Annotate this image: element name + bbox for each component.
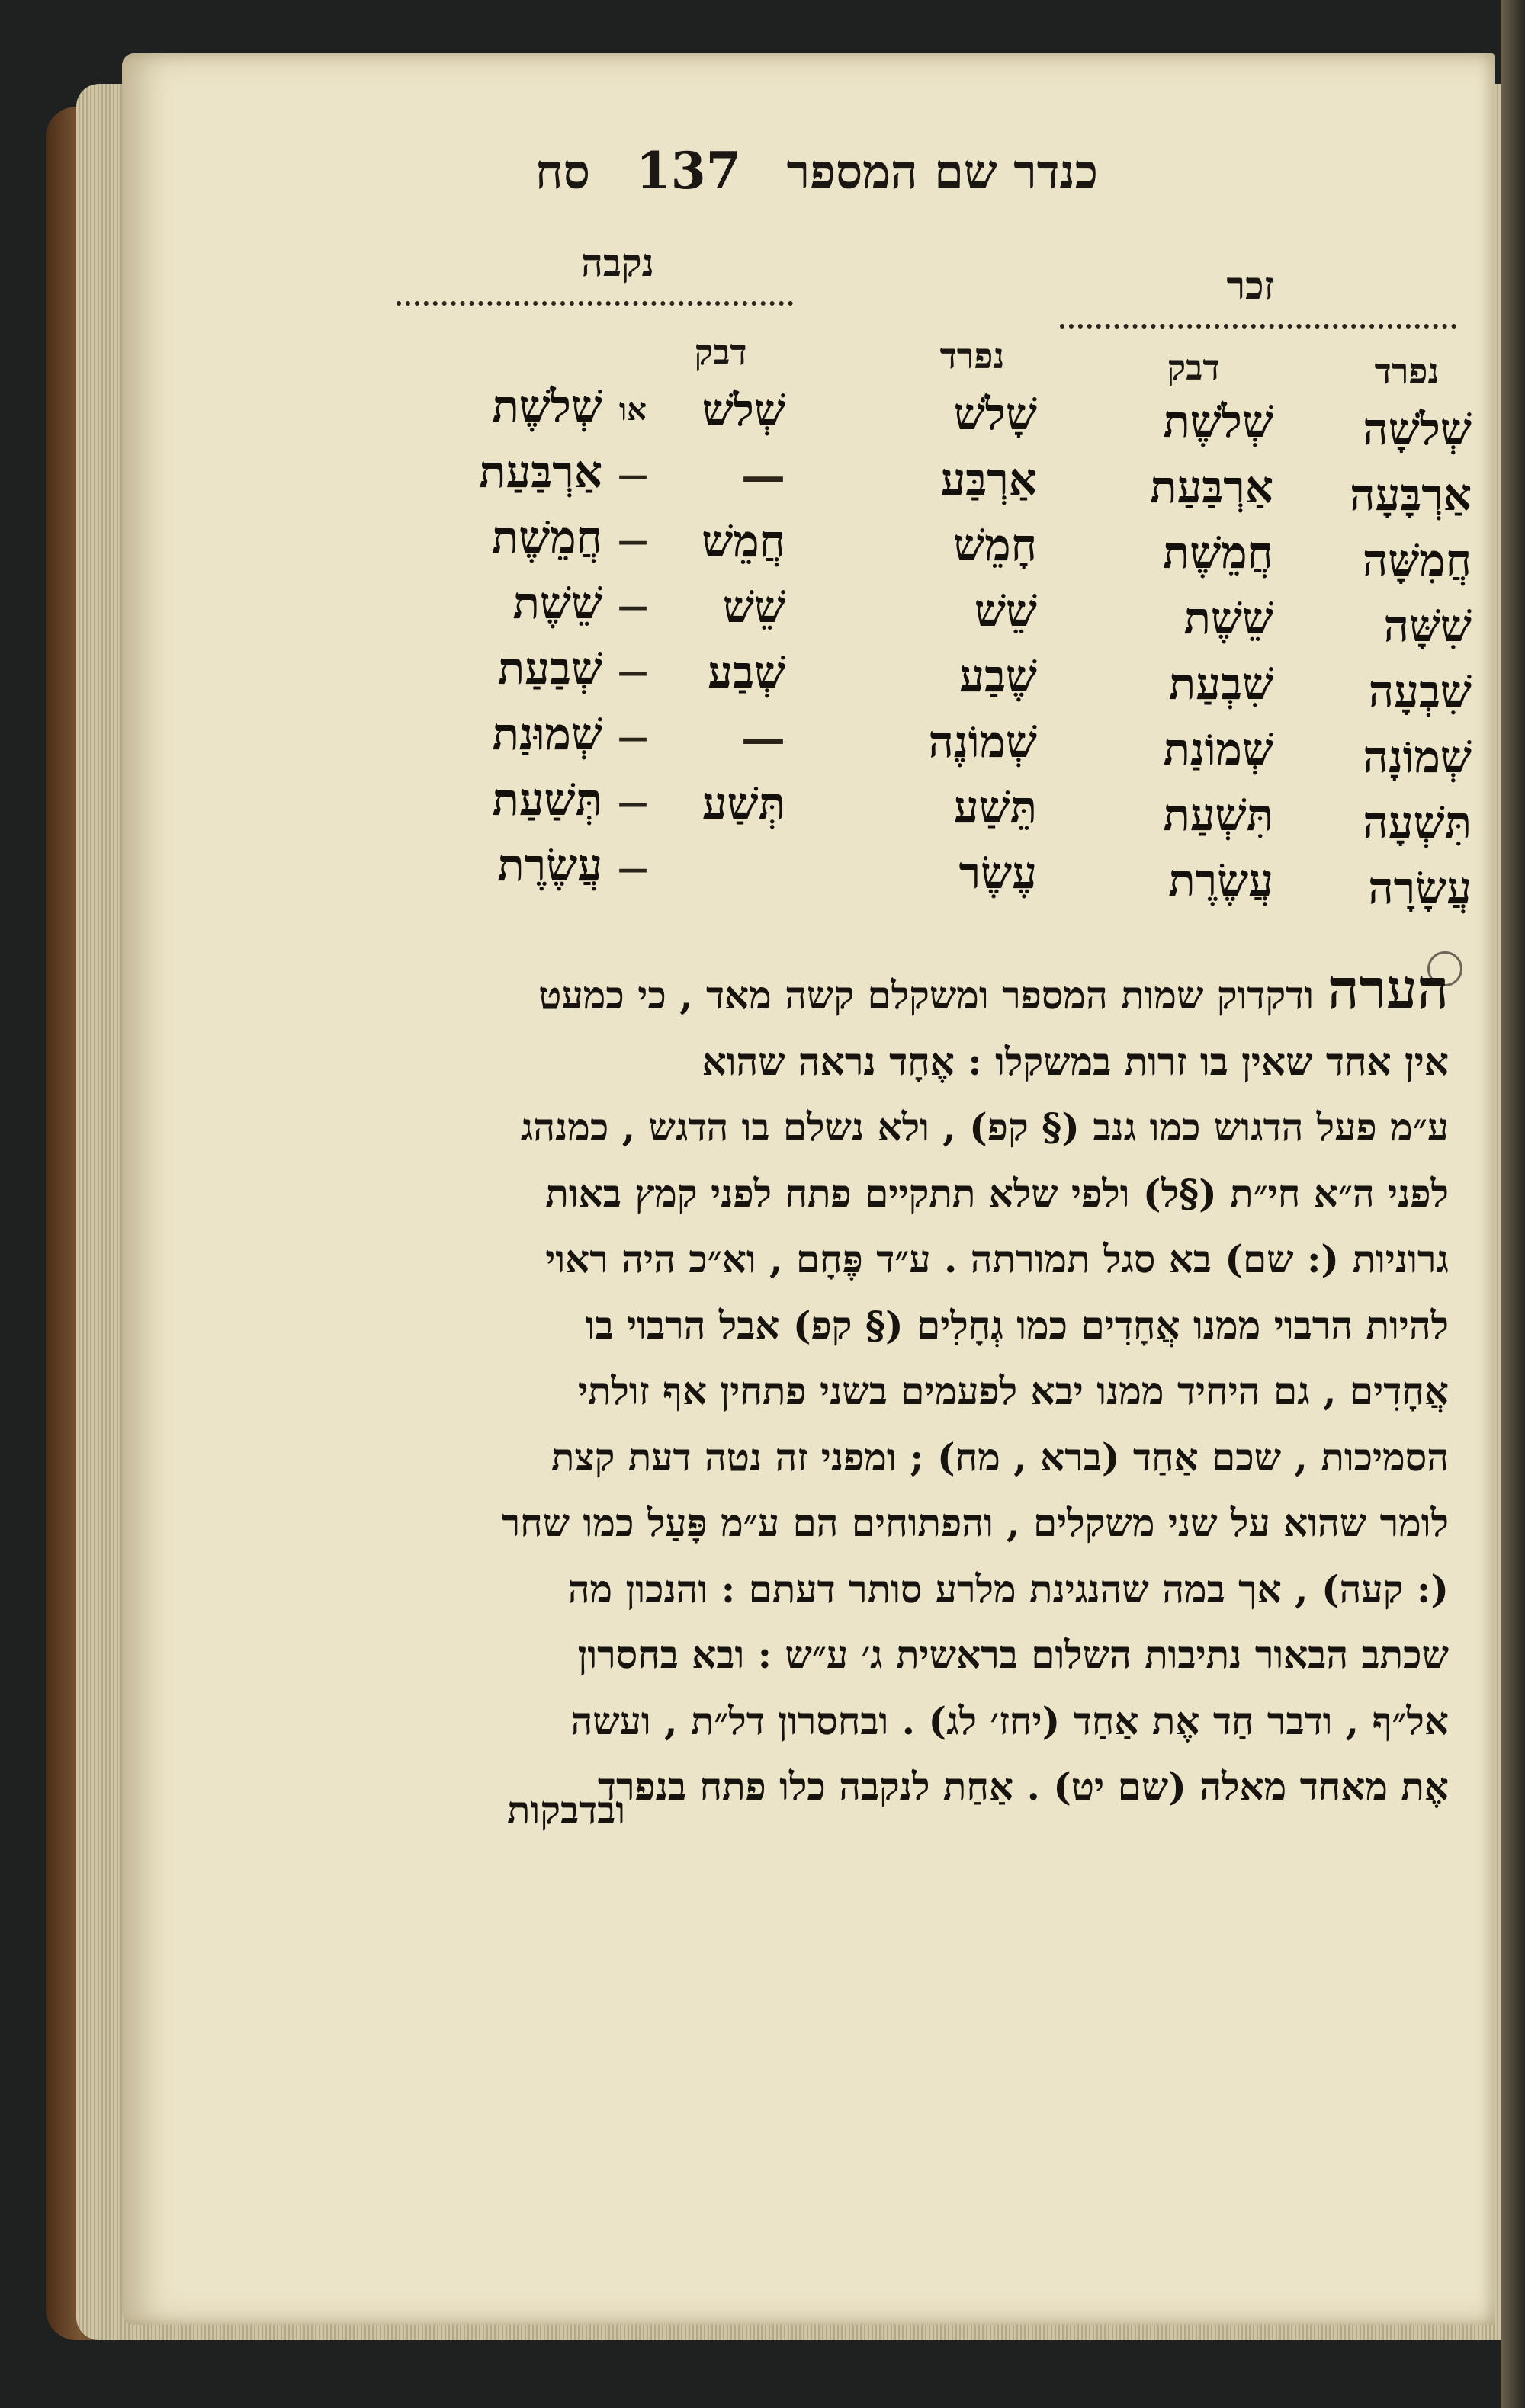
catchword: ובדבקות [506, 1788, 625, 1832]
table-cell: עֲשָׂרָה [1368, 862, 1472, 914]
table-cell: — [618, 654, 648, 690]
feminine-heading: נקבה [581, 240, 654, 285]
note-line: לומר שהוא על שני משקלים , והפתוחים הם ע״מ פָּעַל כמו שחר [501, 1500, 1449, 1545]
note-line: שכתב הבאור נתיבות השלום בראשית ג׳ ע״ש : ובא בחסרון [577, 1632, 1449, 1677]
table-cell: חֲמֵשׁ [702, 515, 785, 567]
table-cell: שְׁבַע [708, 646, 785, 698]
table-cell: אַרְבַּעַת [479, 446, 602, 498]
masculine-heading-rule [1060, 324, 1456, 336]
table-cell: עֶשֶׂר [958, 847, 1037, 899]
table-cell: חֲמֵשֶׁת [491, 511, 602, 563]
table-cell: שְׁמוֹנַת [1163, 723, 1273, 775]
table-cell: — [618, 457, 648, 493]
table-cell: שִׁבְעַת [1168, 658, 1273, 710]
table-cell: שֵׁשֶׁת [1183, 592, 1273, 644]
table-cell: — [618, 523, 648, 559]
table-cell: תְּשַׁע [702, 778, 785, 829]
note-line: אֶת מאחד מאלה (שם יט) . אַחַת לנקבה כלו פתח בנפרד [597, 1764, 1449, 1809]
table-cell: שְׁלשׁ [702, 384, 785, 436]
running-title: כנדר שם המספר [786, 144, 1098, 200]
table-cell: שֶׁבַע [959, 650, 1037, 702]
table-cell: — [741, 450, 785, 502]
running-head [473, 141, 1098, 210]
table-cell: עֲשֶׂרֶת [497, 839, 602, 891]
table-cell: שֵׁשׁ [722, 581, 785, 633]
masc-separate-column [1312, 396, 1472, 921]
table-cell: — [618, 851, 648, 887]
table-cell: — [618, 588, 648, 624]
table-cell: תֵּשַׁע [953, 781, 1037, 833]
table-cell: שְׁבַעַת [497, 643, 602, 694]
table-cell: אַרְבַּע [940, 454, 1037, 505]
table-cell: חָמֵשׁ [953, 519, 1037, 571]
table-cell: שָׁלֹשׁ [953, 388, 1037, 440]
note-line: לפני ה״א חי״ת (§ל) ולפי שלא תתקיים פתח לפני קמץ באות [545, 1170, 1449, 1216]
table-cell: אַרְבַּעַת [1150, 461, 1273, 513]
table-cell: אַרְבָּעָה [1350, 469, 1472, 521]
table-cell: עֲשֶׂרֶת [1168, 855, 1273, 906]
table-cell: — [618, 720, 648, 755]
note-line: להיות הרבוי ממנו אֲחָדִים כמו גְחָלִים (§ קפ) אבל הרבוי בו [585, 1302, 1449, 1348]
table-cell: שֵׁשׁ [974, 585, 1037, 636]
table-cell: תִּשְׁעַת [1163, 789, 1273, 841]
note-line: גרוניות (: שם) בא סגל תמורתה . ע״ד פֶּחָם , וא״כ היה ראוי [545, 1236, 1449, 1281]
note-paragraph [366, 957, 1449, 1820]
note-line: אין אחד שאין בו זרות במשקלו : אֶחָד נראה שהוא [702, 1038, 1449, 1084]
table-cell: תִּשְׁעָה [1363, 797, 1472, 848]
table-cell: שְׁמוֹנֶה [928, 716, 1037, 768]
feminine-heading-rule [396, 301, 793, 313]
fem-separate-column [900, 381, 1037, 906]
page-number: 137 [635, 141, 741, 200]
table-cell: שֵׁשֶׁת [512, 577, 602, 629]
book-gutter [1501, 0, 1525, 2408]
table-cell: חֲמִשָּׁה [1362, 534, 1472, 586]
fem-bound-connector-column [602, 377, 663, 902]
fem-separate-heading: נפרד [939, 335, 1005, 377]
note-lead-word: הערה [1328, 957, 1449, 1021]
table-cell: — [618, 785, 648, 821]
table-cell [671, 836, 785, 902]
table-cell: או [619, 392, 647, 428]
hebrew-folio: סח [535, 144, 590, 200]
fem-bound-heading: דבק [694, 332, 747, 373]
table-cell: שְׁמוֹנָה [1363, 731, 1472, 783]
table-cell: תְּשַׁעַת [492, 774, 602, 826]
table-cell: שְׁלשֶׁת [492, 380, 602, 432]
masc-bound-column [1106, 389, 1273, 913]
table-cell: — [741, 712, 785, 764]
table-cell: חֲמֵשֶׁת [1162, 527, 1273, 579]
masc-separate-heading: נפרד [1374, 351, 1440, 392]
note-line: (: קעה) , אך במה שהנגינת מלרע סותר דעתם : והנכון מה [567, 1566, 1449, 1611]
table-cell: שִׁשָּׁה [1383, 600, 1472, 652]
note-line: הערהודקדוק שמות המספר ומשקלם קשה מאד , כי כמעט [538, 957, 1449, 1021]
masculine-heading: זכר [1226, 263, 1275, 308]
masc-bound-heading: דבק [1167, 347, 1220, 388]
note-line: אֲחָדִים , גם היחיד ממנו יבא לפעמים בשני פתחין אף זולתי [577, 1368, 1449, 1413]
table-cell: שְׁמוּנַת [492, 708, 602, 760]
fem-bound-long-column [442, 374, 602, 898]
note-line: ע״מ פעל הדגוש כמו גנב (§ קפ) , ולא נשלם בו הדגש , כמנהג [520, 1105, 1449, 1149]
table-cell: שְׁלֹשָׁה [1363, 403, 1472, 455]
table-cell: שִׁבְעָה [1368, 665, 1472, 717]
note-line: אל״ף , ודבר חַד אֶת אַחַד (יחז׳ לג) . ובחסרון דל״ת , ועשה [570, 1698, 1449, 1743]
fem-bound-short-column [671, 377, 785, 902]
note-line: הסמיכות , שכם אַחַד (ברא , מח) ; ומפני זה נטה דעת קצת [551, 1434, 1449, 1480]
table-cell: שְׁלֹשֶׁת [1163, 396, 1273, 447]
